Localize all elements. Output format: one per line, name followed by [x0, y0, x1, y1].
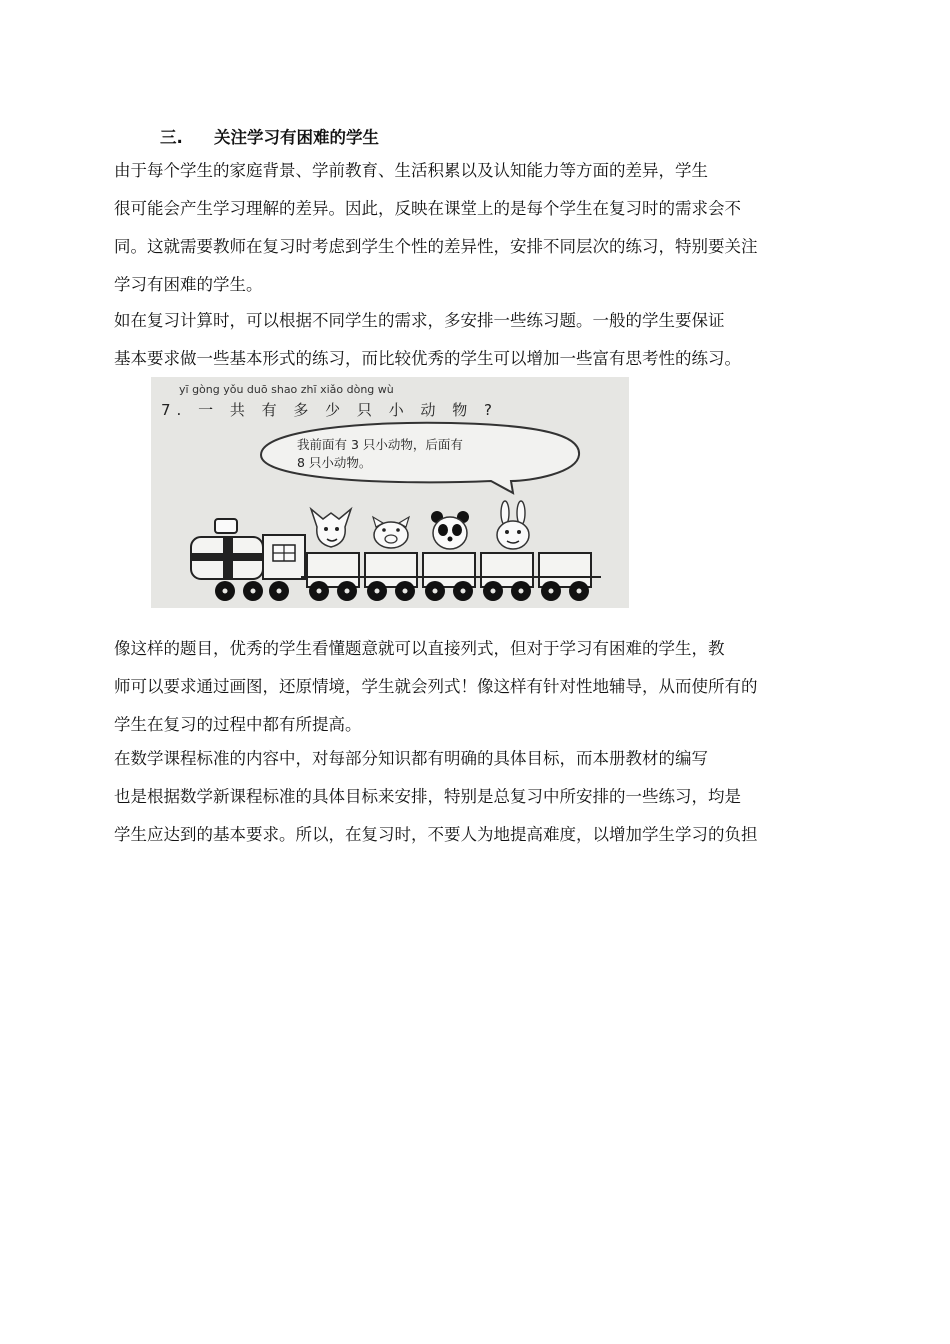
- text-line: 同。这就需要教师在复习时考虑到学生个性的差异性，安排不同层次的练习，特别要关注: [114, 237, 758, 256]
- train-illustration: [151, 377, 629, 608]
- text-line: 师可以要求通过画图，还原情境，学生就会列式！像这样有针对性地辅导，从而使所有的: [114, 677, 758, 696]
- text-line: 也是根据数学新课程标准的具体目标来安排，特别是总复习中所安排的一些练习，均是: [114, 787, 741, 806]
- text-line: 学生应达到的基本要求。所以，在复习时，不要人为地提高难度，以增加学生学习的负担: [114, 825, 758, 844]
- paragraph-4: [114, 740, 836, 854]
- figure-pinyin: yī gòng yǒu duō shao zhī xiǎo dòng wù: [179, 383, 394, 396]
- text-line: 学生在复习的过程中都有所提高。: [114, 715, 362, 734]
- text-line: 像这样的题目，优秀的学生看懂题意就可以直接列式，但对于学习有困难的学生，教: [114, 639, 725, 658]
- wolf-icon: [311, 509, 351, 547]
- text-line: 基本要求做一些基本形式的练习，而比较优秀的学生可以增加一些富有思考性的练习。: [114, 349, 741, 368]
- textbook-figure-train: [151, 377, 629, 608]
- figure-question: 7. 一 共 有 多 少 只 小 动 物 ?: [161, 401, 498, 419]
- panda-icon: [431, 511, 469, 549]
- locomotive-icon: [191, 519, 305, 579]
- text-line: 如在复习计算时，可以根据不同学生的需求，多安排一些练习题。一般的学生要保证: [114, 311, 725, 330]
- text-line: 在数学课程标准的内容中，对每部分知识都有明确的具体目标，而本册教材的编写: [114, 749, 708, 768]
- section-title: 关注学习有困难的学生: [214, 128, 379, 147]
- text-line: 由于每个学生的家庭背景、学前教育、生活积累以及认知能力等方面的差异，学生: [114, 161, 708, 180]
- section-number: 三.: [160, 128, 183, 147]
- bubble-line-2: 8 只小动物。: [297, 455, 372, 470]
- paragraph-3: [114, 630, 836, 744]
- pig-icon: [373, 517, 409, 548]
- text-line: 学习有困难的学生。: [114, 275, 263, 294]
- section-heading: [160, 124, 379, 148]
- rabbit-icon: [497, 501, 529, 549]
- paragraph-1: [114, 152, 836, 304]
- text-line: 很可能会产生学习理解的差异。因此，反映在课堂上的是每个学生在复习时的需求会不: [114, 199, 741, 218]
- bubble-line-1: 我前面有 3 只小动物，后面有: [297, 437, 463, 452]
- paragraph-2: [114, 302, 836, 378]
